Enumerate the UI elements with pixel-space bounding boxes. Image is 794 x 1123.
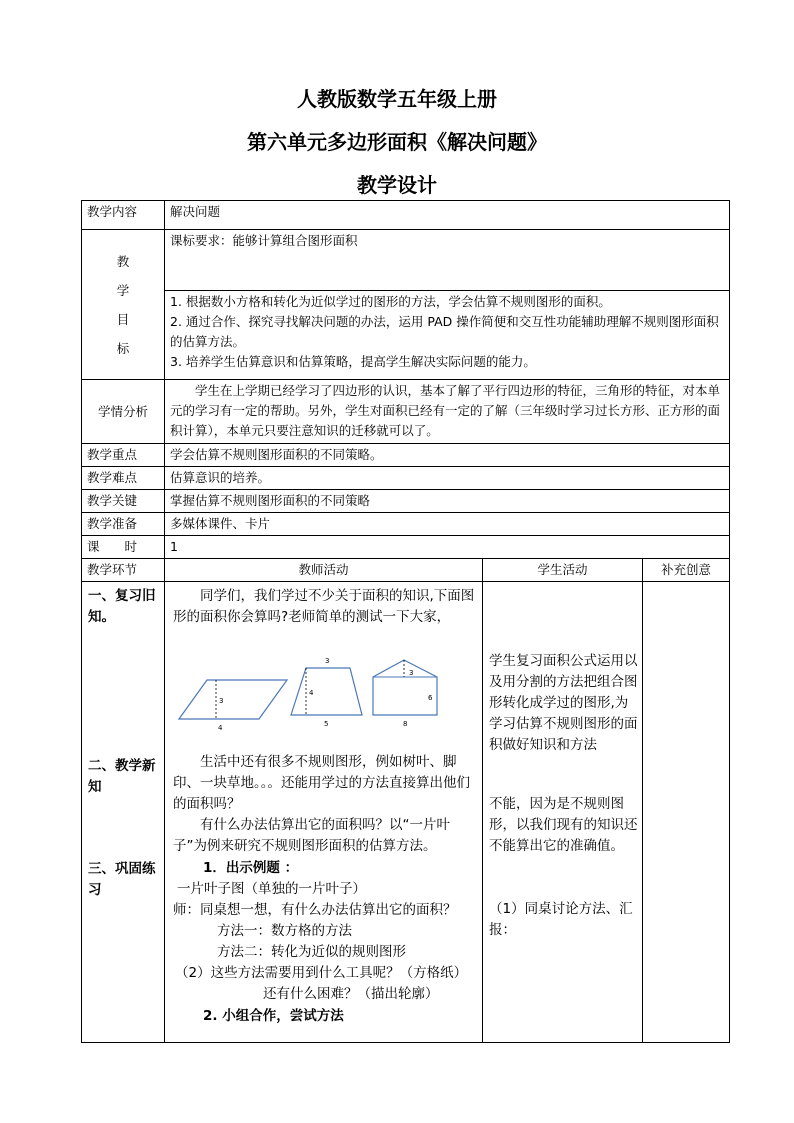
value-prep: 多媒体课件、卡片 (165, 513, 730, 536)
row-key-point (82, 444, 730, 467)
parallelogram-height-label: 3 (219, 697, 224, 705)
value-difficulty: 估算意识的培养。 (165, 467, 730, 490)
teacher-p9: （2）这些方法需要用到什么工具呢？（方格纸） (175, 965, 468, 981)
house-roof-label: 3 (409, 669, 414, 677)
row-analysis (82, 380, 730, 444)
label-key-point: 教学重点 (82, 444, 165, 467)
row-prep (82, 513, 730, 536)
label-goals (82, 230, 165, 380)
trapezoid-height-label: 4 (309, 689, 314, 697)
house-shape (373, 660, 437, 715)
teacher-p1: 同学们，我们学过不少关于面积的知识,下面图形的面积你会算吗?老师简单的测试一下大家， (173, 588, 475, 625)
parallelogram-shape (179, 680, 287, 719)
label-difficulty: 教学难点 (82, 467, 165, 490)
goal-item: 1. 根据数小方格和转化为近似学过的图形的方法，学会估算不规则图形的面积。 (170, 294, 611, 309)
house-bottom-label: 8 (403, 720, 408, 728)
teacher-p6: 师：同桌想一想，有什么办法估算出它的面积？ (173, 902, 457, 918)
header-extra: 补充创意 (643, 559, 730, 582)
teacher-p2: 生活中还有很多不规则图形，例如树叶、脚印、一块草地。。。还能用学过的方法直接算出他们的面积吗？ (173, 754, 470, 812)
section-practice: 三、巩固练习 (88, 861, 156, 898)
doc-title-line2: 第六单元多边形面积《解决问题》 (247, 130, 547, 154)
teacher-cell (165, 582, 483, 1043)
row-difficulty (82, 467, 730, 490)
row-key (82, 490, 730, 513)
extra-cell (643, 582, 730, 1043)
row-goals-curriculum (82, 230, 730, 291)
goal-label-char: 教 (116, 253, 130, 269)
trapezoid-shape (291, 668, 362, 715)
review-figures (175, 644, 455, 734)
header-student: 学生活动 (483, 559, 643, 582)
section-new: 二、教学新知 (88, 758, 156, 795)
student-s2: 不能，因为是不规则图形，以我们现有的知识还不能算出它的准确值。 (489, 796, 638, 854)
value-analysis: 学生在上学期已经学习了四边形的认识，基本了解了平行四边形的特征，三角形的特征，对本单元的学习有一定的帮助。另外，学生对面积已经有一定的了解（三年级时学习过长方形、正方形的面积计算），本单元只要注意知识的迁移就可以了。 (165, 380, 730, 444)
section-review: 一、复习旧知。 (88, 588, 156, 625)
header-teacher: 教师活动 (165, 559, 483, 582)
label-analysis: 学情分析 (82, 380, 165, 444)
label-prep: 教学准备 (82, 513, 165, 536)
house-side-label: 6 (428, 694, 433, 702)
label-content: 教学内容 (82, 201, 165, 230)
teacher-p5: 一片叶子图（单独的一片叶子） (177, 881, 366, 897)
doc-title-line3: 教学设计 (357, 173, 437, 197)
value-curriculum: 课标要求：能够计算组合图形面积 (165, 230, 730, 291)
row-process-header (82, 559, 730, 582)
doc-title-line1: 人教版数学五年级上册 (297, 87, 497, 111)
goal-label-char: 标 (116, 340, 130, 356)
value-content: 解决问题 (165, 201, 730, 230)
row-hours (82, 536, 730, 559)
parallelogram-base-label: 4 (218, 724, 223, 732)
student-s1: 学生复习面积公式运用以及用分割的方法把组合图形转化成学过的图形,为学习估算不规则图形的面积做好知识和方法 (489, 653, 638, 753)
value-hours: 1 (165, 536, 730, 559)
label-key: 教学关键 (82, 490, 165, 513)
header-stage: 教学环节 (82, 559, 165, 582)
teacher-p11: 2. 小组合作，尝试方法 (203, 1008, 344, 1024)
teacher-p4: 1．出示例题 ： (203, 860, 299, 876)
row-goals-items (82, 291, 730, 380)
value-goals (165, 291, 730, 380)
teacher-p10: 还有什么困难？（描出轮廓） (263, 986, 439, 1002)
goal-label-char: 目 (116, 311, 130, 327)
value-key: 掌握估算不规则图形面积的不同策略 (165, 490, 730, 513)
row-process-body (82, 582, 730, 1043)
student-cell (483, 582, 643, 1043)
lesson-plan-table (81, 200, 730, 1043)
teacher-p7: 方法一：数方格的方法 (217, 923, 352, 939)
stages-cell (82, 582, 165, 1043)
label-hours: 课 时 (82, 536, 165, 559)
goal-label-char: 学 (116, 282, 130, 298)
trapezoid-top-label: 3 (325, 657, 330, 665)
value-key-point: 学会估算不规则图形面积的不同策略。 (165, 444, 730, 467)
teacher-p3: 有什么办法估算出它的面积吗？以“一片叶子”为例来研究不规则图形面积的估算方法。 (173, 817, 450, 854)
trapezoid-bottom-label: 5 (324, 720, 329, 728)
student-s3: （1）同桌讨论方法、汇报： (489, 901, 633, 938)
goal-item: 3. 培养学生估算意识和估算策略，提高学生解决实际问题的能力。 (170, 354, 536, 369)
teacher-p8: 方法二：转化为近似的规则图形 (217, 944, 406, 960)
row-content (82, 201, 730, 230)
goal-item: 2. 通过合作、探究寻找解决问题的办法，运用 PAD 操作简便和交互性功能辅助理解不规则图形面积的估算方法。 (170, 314, 719, 349)
